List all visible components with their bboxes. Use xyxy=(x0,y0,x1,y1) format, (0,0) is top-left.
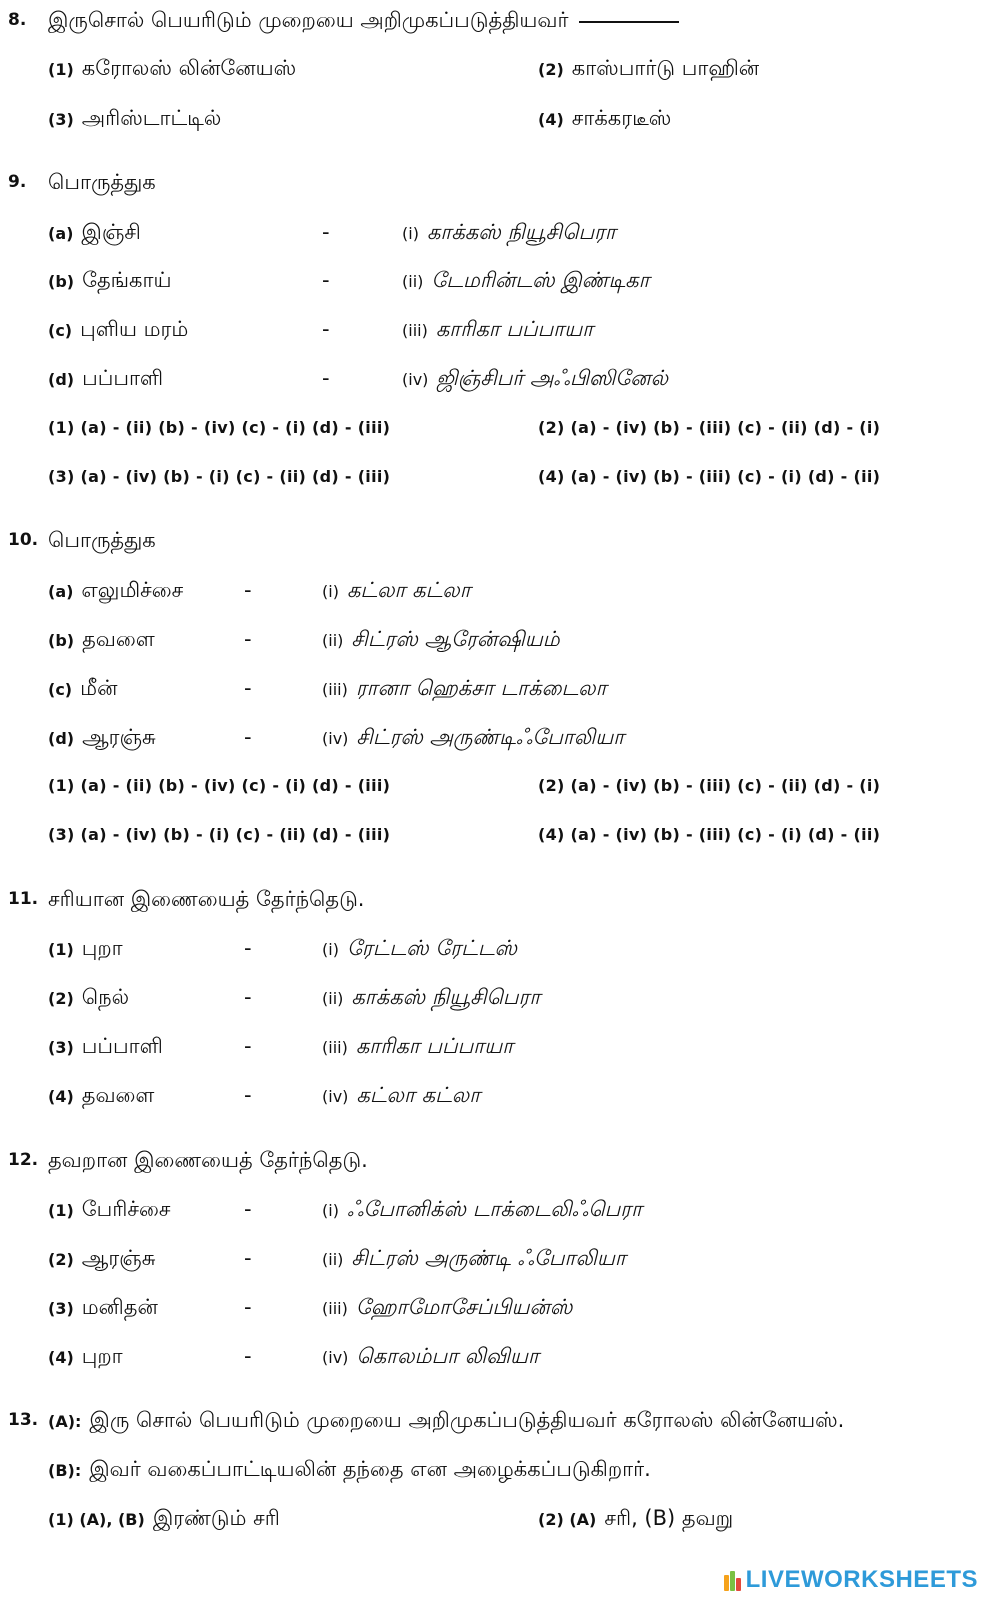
match-right-item: (iii) ரானா ஹெக்சா டாக்டைலா xyxy=(322,676,607,700)
match-left-item: (a) இஞ்சி xyxy=(48,220,141,244)
answer-option[interactable]: (4) (a) - (iv) (b) - (iii) (c) - (i) (d) - (ii) xyxy=(538,825,881,844)
answer-option[interactable]: (2) (a) - (iv) (b) - (iii) (c) - (ii) (d) - (i) xyxy=(538,776,881,795)
pair-left-item[interactable]: (3) மனிதன் xyxy=(48,1295,158,1319)
option[interactable]: (1) கரோலஸ் லின்னேயஸ் xyxy=(48,56,297,80)
pair-dash: - xyxy=(244,1083,252,1107)
option[interactable]: (2) காஸ்பார்டு பாஹின் xyxy=(538,56,760,80)
pair-dash: - xyxy=(244,1344,252,1368)
match-dash: - xyxy=(322,220,330,244)
pair-dash: - xyxy=(244,1197,252,1221)
answer-option[interactable]: (2) (A) சரி, (B) தவறு xyxy=(538,1506,734,1530)
match-left-item: (c) மீன் xyxy=(48,676,118,700)
pair-dash: - xyxy=(244,1246,252,1270)
liveworksheets-logo xyxy=(724,1563,978,1597)
match-right-item: (i) கட்லா கட்லா xyxy=(322,578,471,602)
match-dash: - xyxy=(244,578,252,602)
question-number: 9. xyxy=(8,172,27,192)
answer-option[interactable]: (3) (a) - (iv) (b) - (i) (c) - (ii) (d) - (iii) xyxy=(48,825,391,844)
option[interactable]: (3) அரிஸ்டாட்டில் xyxy=(48,106,222,130)
match-dash: - xyxy=(322,268,330,292)
pair-dash: - xyxy=(244,985,252,1009)
question-text: பொருத்துக xyxy=(48,528,156,552)
pair-right-item: (iii) காரிகா பப்பாயா xyxy=(322,1034,514,1058)
match-left-item: (d) ஆரஞ்சு xyxy=(48,725,156,749)
question-number: 8. xyxy=(8,10,27,30)
question-number: 11. xyxy=(8,889,39,909)
match-left-item: (b) தேங்காய் xyxy=(48,268,172,292)
answer-option[interactable]: (2) (a) - (iv) (b) - (iii) (c) - (ii) (d) - (i) xyxy=(538,418,881,437)
logo-text: LIVEWORKSHEETS xyxy=(745,1566,978,1593)
match-right-item: (i) காக்கஸ் நியூசிபெரா xyxy=(402,220,616,244)
question-number: 10. xyxy=(8,530,39,550)
match-dash: - xyxy=(244,627,252,651)
question-text: பொருத்துக xyxy=(48,170,156,194)
pair-dash: - xyxy=(244,1034,252,1058)
pair-dash: - xyxy=(244,936,252,960)
match-right-item: (iv) ஜிஞ்சிபர் அஃபிஸினேல் xyxy=(402,366,669,390)
pair-left-item[interactable]: (2) ஆரஞ்சு xyxy=(48,1246,156,1270)
match-left-item: (d) பப்பாளி xyxy=(48,366,164,390)
answer-option[interactable]: (4) (a) - (iv) (b) - (iii) (c) - (i) (d) - (ii) xyxy=(538,467,881,486)
pair-left-item[interactable]: (2) நெல் xyxy=(48,985,130,1009)
match-left-item: (b) தவளை xyxy=(48,627,155,651)
match-right-item: (ii) டேமரின்டஸ் இண்டிகா xyxy=(402,268,650,292)
answer-option[interactable]: (1) (a) - (ii) (b) - (iv) (c) - (i) (d) - (iii) xyxy=(48,418,391,437)
pair-dash: - xyxy=(244,1295,252,1319)
question-number: 12. xyxy=(8,1150,39,1170)
pair-left-item[interactable]: (1) புறா xyxy=(48,936,123,960)
pair-right-item: (iv) கட்லா கட்லா xyxy=(322,1083,481,1107)
pair-left-item[interactable]: (4) புறா xyxy=(48,1344,123,1368)
match-dash: - xyxy=(244,676,252,700)
pair-right-item: (iii) ஹோமோசேப்பியன்ஸ் xyxy=(322,1295,573,1319)
option[interactable]: (4) சாக்கரடீஸ் xyxy=(538,106,672,130)
question-text: தவறான இணையைத் தேர்ந்தெடு. xyxy=(48,1148,368,1172)
pair-right-item: (ii) காக்கஸ் நியூசிபெரா xyxy=(322,985,541,1009)
question-text: சரியான இணையைத் தேர்ந்தெடு. xyxy=(48,887,365,911)
answer-option[interactable]: (1) (a) - (ii) (b) - (iv) (c) - (i) (d) - (iii) xyxy=(48,776,391,795)
pair-left-item[interactable]: (1) பேரிச்சை xyxy=(48,1197,171,1221)
assertion-b: (B): இவர் வகைப்பாட்டியலின் தந்தை என அழைக்கப்படுகிறார். xyxy=(48,1457,651,1481)
pair-left-item[interactable]: (3) பப்பாளி xyxy=(48,1034,163,1058)
match-dash: - xyxy=(322,366,330,390)
pair-right-item: (i) ரேட்டஸ் ரேட்டஸ் xyxy=(322,936,518,960)
liveworksheets-logo-icon xyxy=(724,1569,742,1591)
question-number: 13. xyxy=(8,1410,39,1430)
match-dash: - xyxy=(244,725,252,749)
assertion-a: (A): இரு சொல் பெயரிடும் முறையை அறிமுகப்படுத்தியவர் கரோலஸ் லின்னேயஸ். xyxy=(48,1408,845,1432)
match-right-item: (iii) காரிகா பப்பாயா xyxy=(402,317,594,341)
answer-blank[interactable] xyxy=(579,20,679,23)
pair-right-item: (iv) கொலம்பா லிவியா xyxy=(322,1344,540,1368)
match-left-item: (c) புளிய மரம் xyxy=(48,317,189,341)
match-dash: - xyxy=(322,317,330,341)
answer-option[interactable]: (3) (a) - (iv) (b) - (i) (c) - (ii) (d) - (iii) xyxy=(48,467,391,486)
pair-right-item: (ii) சிட்ரஸ் அருண்டி ஃபோலியா xyxy=(322,1246,626,1270)
pair-right-item: (i) ஃபோனிக்ஸ் டாக்டைலிஃபெரா xyxy=(322,1197,643,1221)
match-right-item: (iv) சிட்ரஸ் அருண்டிஃபோலியா xyxy=(322,725,625,749)
question-text: இருசொல் பெயரிடும் முறையை அறிமுகப்படுத்தியவர் xyxy=(48,0,679,40)
match-left-item: (a) எலுமிச்சை xyxy=(48,578,184,602)
match-right-item: (ii) சிட்ரஸ் ஆரேன்ஷியம் xyxy=(322,627,560,651)
pair-left-item[interactable]: (4) தவளை xyxy=(48,1083,155,1107)
answer-option[interactable]: (1) (A), (B) இரண்டும் சரி xyxy=(48,1506,280,1530)
